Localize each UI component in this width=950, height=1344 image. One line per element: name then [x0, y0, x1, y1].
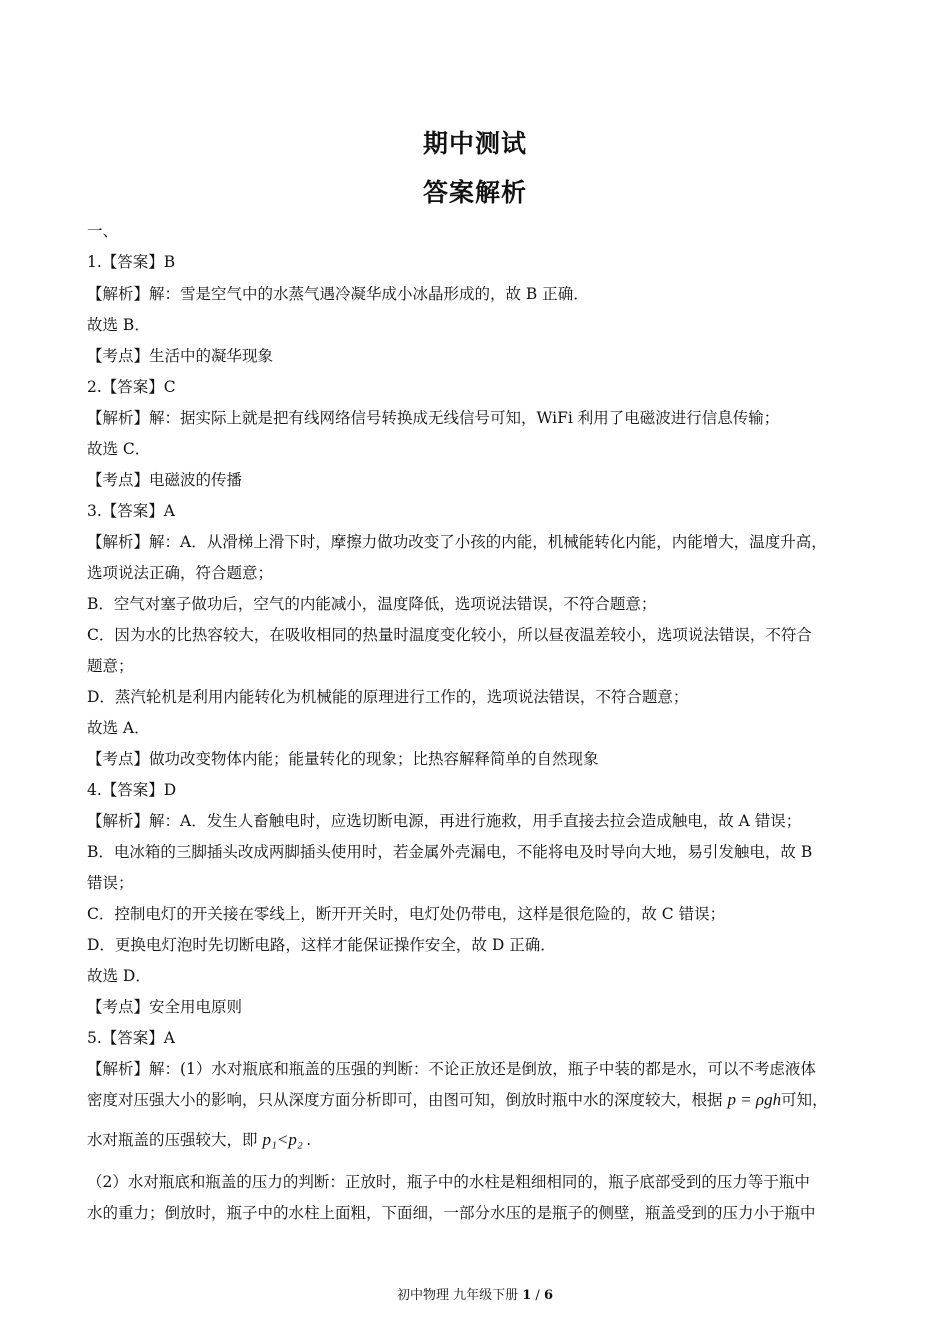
- text-line: 水的重力；倒放时，瓶子中的水柱上面粗，下面细，一部分水压的是瓶子的侧壁，瓶盖受到的压力小于瓶中: [87, 1204, 816, 1222]
- text-line-with-formula: [87, 1089, 877, 1111]
- text-line: C．控制电灯的开关接在零线上，断开开关时，电灯处仍带电，这样是很危险的，故 C 错误；: [87, 905, 726, 923]
- text-line: 【考点】做功改变物体内能；能量转化的现象；比热容解释简单的自然现象: [87, 750, 599, 768]
- text-line: D．更换电灯泡时先切断电路，这样才能保证操作安全，故 D 正确．: [87, 936, 556, 954]
- page-title: 期中测试: [422, 129, 527, 158]
- text-line: 5.【答案】A: [87, 1029, 175, 1047]
- text-line: D．蒸汽轮机是利用内能转化为机械能的原理进行工作的，选项说法错误，不符合题意；: [87, 688, 689, 706]
- page-subtitle: 答案解析: [422, 178, 527, 207]
- footer-text: 初中物理 九年级下册: [396, 1288, 523, 1303]
- text-line: 【解析】解：(1）水对瓶底和瓶盖的压强的判断：不论正放还是倒放，瓶子中装的都是水，可以不考虑液体: [87, 1060, 816, 1078]
- text-segment: 可知，: [781, 1091, 828, 1109]
- text-segment: 水对瓶盖的压强较大，即: [87, 1131, 258, 1149]
- text-line: 故选 C．: [87, 440, 151, 458]
- text-line: 选项说法正确，符合题意；: [87, 564, 274, 582]
- text-line: 【考点】安全用电原则: [87, 998, 243, 1016]
- page-total: 6: [543, 1288, 553, 1303]
- text-line: 故选 B．: [87, 316, 150, 334]
- text-line: 错误；: [87, 874, 134, 892]
- text-line: 1.【答案】B: [87, 253, 176, 271]
- text-line: 【解析】解：据实际上就是把有线网络信号转换成无线信号可知，WiFi 利用了电磁波进行信息传输；: [87, 409, 780, 427]
- text-line: B．电冰箱的三脚插头改成两脚插头使用时，若金属外壳漏电，不能将电及时导向大地，易引发触电，故 B: [87, 843, 813, 861]
- text-line: 【解析】解：雪是空气中的水蒸气遇冷凝华成小冰晶形成的，故 B 正确．: [87, 285, 589, 303]
- text-line: 【考点】电磁波的传播: [87, 471, 243, 489]
- text-line: C．因为水的比热容较大，在吸收相同的热量时温度变化较小，所以昼夜温差较小，选项说法错误，不符合: [87, 626, 812, 644]
- text-line: 2.【答案】C: [87, 378, 176, 396]
- formula-compare: p₁<p₂ .: [262, 1130, 312, 1149]
- text-line: 故选 D．: [87, 967, 151, 985]
- text-line: 故选 A．: [87, 719, 150, 737]
- formula-pressure: p = ρgh: [727, 1090, 782, 1109]
- text-line: 4.【答案】D: [87, 781, 177, 799]
- text-line: B．空气对塞子做功后，空气的内能减小，温度降低，选项说法错误，不符合题意；: [87, 595, 657, 613]
- text-line: （2）水对瓶底和瓶盖的压力的判断：正放时，瓶子中的水柱是粗细相同的，瓶子底部受到的压力等于瓶中: [87, 1173, 810, 1191]
- text-line-with-formula: [87, 1129, 877, 1151]
- page-footer: [0, 1284, 950, 1303]
- text-segment: 密度对压强大小的影响，只从深度方面分析即可，由图可知，倒放时瓶中水的深度较大，根据: [87, 1091, 723, 1109]
- footer-sep: /: [531, 1288, 544, 1303]
- page-number: 1: [522, 1288, 532, 1303]
- text-line: 题意；: [87, 657, 134, 675]
- text-line: 3.【答案】A: [87, 502, 175, 520]
- text-line: 一、: [87, 222, 119, 240]
- text-line: 【解析】解：A．从滑梯上滑下时，摩擦力做功改变了小孩的内能，机械能转化内能，内能增大，温度升高，: [87, 533, 827, 551]
- text-line: 【解析】解：A．发生人畜触电时，应选切断电源，再进行施救，用手直接去拉会造成触电，故 A 错误；: [87, 812, 802, 830]
- text-line: 【考点】生活中的凝华现象: [87, 347, 274, 365]
